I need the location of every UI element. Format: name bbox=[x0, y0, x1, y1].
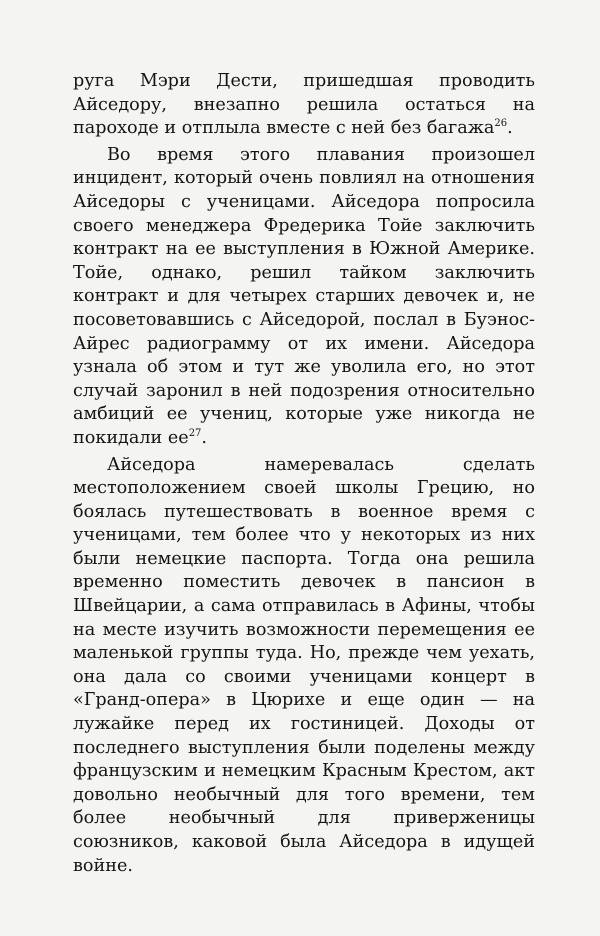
paragraph-3 bbox=[73, 454, 535, 879]
page-text bbox=[73, 70, 535, 878]
paragraph-3-text: Айседора намеревалась сделать местоположением своей школы Грецию, но боялась путешествовать в военное время с ученицами, тем более что у некоторых из них были немецкие паспорта. Тогда она решила временно поместить девочек в пансион в Швейцарии, а сама отправилась в Афины, чтобы на месте изучить возможности перемещения ее маленькой группы туда. Но, прежде чем уехать, она дала со своими ученицами концерт в «Гранд-опера» в Цюрихе и еще один — на лужайке перед их гостиницей. Доходы от последнего выступления были поделены между французским и немецким Красным Крестом, акт довольно необычный для того времени, тем более необычный для приверженицы союзников, каковой была Айседора в идущей войне. bbox=[73, 454, 535, 876]
paragraph-1: руга Мэри Дести, пришедшая проводить Айседору, внезапно решила остаться на пароходе и отплыла вместе с ней без багажа$^{26}$. bbox=[73, 71, 535, 139]
footnote-ref-26: 26 bbox=[494, 118, 508, 130]
paragraph-2: Во время этого плавания произошел инцидент, который очень повлиял на отношения Айседоры с ученицами. Айседора попросила своего менеджера Фредерика Тойе заключить контракт на ее выступления в Южной Америке. Тойе, однако, решил тайком заключить контракт и для четырех старших девочек и, не посоветовавшись с Айседорой, послал в Буэнос-Айрес радиограмму от их имени. Айседора узнала об этом и тут же уволила его, но этот случай заронил в ней подозрения относительно амбиций ее учениц, которые уже никогда не покидали $ее^{27}$. bbox=[73, 144, 535, 448]
footnote-ref-27: 27 bbox=[188, 428, 202, 440]
paragraph-1-text: руга Мэри Дести, пришедшая проводить Айседору, внезапно решила остаться на пароходе и отплыла вместе с ней без багажа bbox=[73, 71, 535, 139]
paragraph-2-text: Во время этого плавания произошел инцидент, который очень повлиял на отношения Айседоры с ученицами. Айседора попросила своего менеджера Фредерика Тойе заключить контракт на ее выступления в Южной Америке. Тойе, однако, решил тайком заключить контракт и для четырех старших девочек и, не посоветовавшись с Айседорой, послал в Буэнос-Айрес радиограмму от их имени. Айседора узнала об этом и тут же уволила его, но этот случай заронил в ней подозрения относительно амбиций ее учениц, которые уже никогда не покидали ее bbox=[73, 144, 535, 448]
